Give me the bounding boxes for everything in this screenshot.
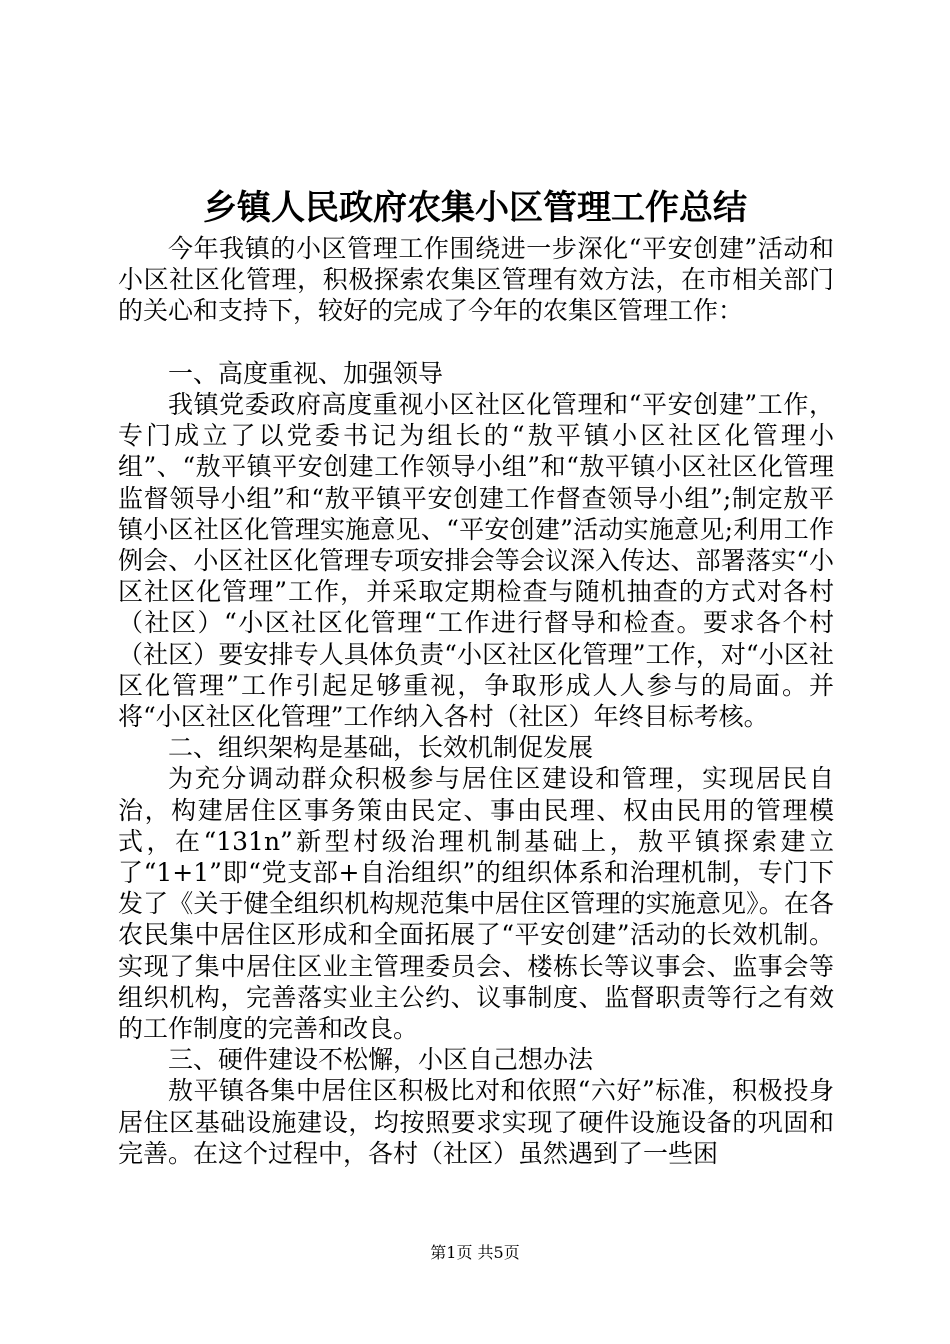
page-number-footer: 第1页 共5页 <box>430 1243 520 1262</box>
document-title: 乡镇人民政府农集小区管理工作总结 <box>203 188 747 228</box>
paragraph-section-1: 我镇党委政府高度重视小区社区化管理和“平安创建”工作，专门成立了以党委书记为组长的“敖平镇小区社区化管理小组”、“敖平镇平安创建工作领导小组”和“敖平镇小区社区化管理监督领导小组”和“敖平镇平安创建工作督查领导小组”;制定敖平镇小区社区化管理实施意见、“平安创建”活动实施意见;利用工作例会、小区社区化管理专项安排会等会议深入传达、部署落实“小区社区化管理”工作，并采取定期检查与随机抽查的方式对各村（社区）“小区社区化管理“工作进行督导和检查。要求各个村（社区）要安排专人具体负责“小区社区化管理”工作，对“小区社区化管理”工作引起足够重视，争取形成人人参与的局面。并将“小区社区化管理”工作纳入各村（社区）年终目标考核。 <box>118 390 834 732</box>
paragraph-intro: 今年我镇的小区管理工作围绕进一步深化“平安创建”活动和小区社区化管理，积极探索农集区管理有效方法，在市相关部门的关心和支持下，较好的完成了今年的农集区管理工作： <box>118 234 834 326</box>
paragraph-section-2: 为充分调动群众积极参与居住区建设和管理，实现居民自治，构建居住区事务策由民定、事由民理、权由民用的管理模式，在“131n”新型村级治理机制基础上，敖平镇探索建立了“1+1”即“党支部+自治组织”的组织体系和治理机制，专门下发了《关于健全组织机构规范集中居住区管理的实施意见》。在各农民集中居住区形成和全面拓展了“平安创建”活动的长效机制。实现了集中居住区业主管理委员会、楼栋长等议事会、监事会等组织机构，完善落实业主公约、议事制度、监督职责等行之有效的工作制度的完善和改良。 <box>118 764 834 1044</box>
section-heading-3: 三、硬件建设不松懈，小区自己想办法 <box>168 1045 594 1075</box>
paragraph-section-3: 敖平镇各集中居住区积极比对和依照“六好”标准，积极投身居住区基础设施建设，均按照要求实现了硬件设施设备的巩固和完善。在这个过程中，各村（社区）虽然遇到了一些困 <box>118 1076 834 1168</box>
document-body <box>118 233 834 1169</box>
section-heading-1: 一、高度重视、加强领导 <box>168 358 444 388</box>
section-heading-2: 二、组织架构是基础，长效机制促发展 <box>168 733 594 763</box>
